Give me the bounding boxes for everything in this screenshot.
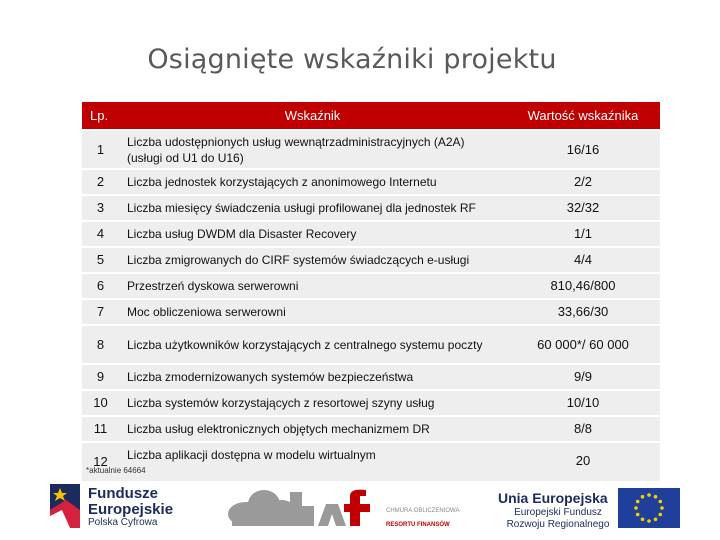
- row-indicator: Liczba użytkowników korzystających z centralnego systemu poczty: [119, 326, 506, 363]
- row-number: 5: [82, 248, 119, 272]
- row-number: 8: [82, 326, 119, 363]
- row-number: 11: [82, 417, 119, 441]
- haf-cloud-logo-icon: [226, 486, 382, 530]
- row-number: 6: [82, 274, 119, 298]
- row-value: 32/32: [506, 196, 660, 220]
- haf-tagline: CHMURA OBLICZENIOWA: [386, 508, 460, 514]
- row-value: 810,46/800: [506, 274, 660, 298]
- ue-subtitle: [504, 507, 612, 531]
- row-value: 8/8: [506, 417, 660, 441]
- row-value: 16/16: [506, 131, 660, 168]
- row-indicator: Liczba udostępnionych usług wewnątrzadministracyjnych (A2A) (usługi od U1 do U16): [119, 131, 506, 168]
- row-indicator: Liczba usług DWDM dla Disaster Recovery: [119, 222, 506, 246]
- fe-title-line2: Europejskie: [88, 501, 174, 518]
- table-row: [82, 300, 660, 324]
- header-indicator: Wskaźnik: [119, 102, 506, 129]
- row-number: 10: [82, 391, 119, 415]
- row-number: 1: [82, 131, 119, 168]
- row-number: 2: [82, 170, 119, 194]
- row-indicator: Liczba miesięcy świadczenia usługi profilowanej dla jednostek RF: [119, 196, 506, 220]
- fe-title: [88, 486, 173, 518]
- row-number: 7: [82, 300, 119, 324]
- row-value: 60 000*/ 60 000: [506, 326, 660, 363]
- table-header-row: [82, 102, 660, 129]
- page-title: Osiągnięte wskaźniki projektu: [147, 44, 557, 75]
- table-row: [82, 196, 660, 220]
- row-indicator: Liczba systemów korzystających z resortowej szyny usług: [119, 391, 506, 415]
- ue-subtitle-line1: Europejski Fundusz: [514, 507, 602, 518]
- header-lp: Lp.: [82, 102, 119, 129]
- table-row: [82, 326, 660, 363]
- indicators-table: [82, 100, 660, 483]
- table-row: [82, 170, 660, 194]
- table-row: [82, 131, 660, 168]
- row-indicator: Liczba usług elektronicznych objętych mechanizmem DR: [119, 417, 506, 441]
- footnote: *aktualnie 64664: [86, 466, 146, 475]
- row-indicator: Moc obliczeniowa serwerowni: [119, 300, 506, 324]
- row-value: 20: [506, 443, 660, 481]
- row-indicator: Przestrzeń dyskowa serwerowni: [119, 274, 506, 298]
- eu-flag-icon: [618, 488, 680, 528]
- row-indicator: Liczba zmigrowanych do CIRF systemów świadczących e-usługi: [119, 248, 506, 272]
- ue-subtitle-line2: Rozwoju Regionalnego: [506, 519, 610, 530]
- table-row: [82, 417, 660, 441]
- row-indicator: Liczba jednostek korzystających z anonimowego Internetu: [119, 170, 506, 194]
- table-row: [82, 443, 660, 481]
- row-number: 3: [82, 196, 119, 220]
- row-value: 10/10: [506, 391, 660, 415]
- row-value: 4/4: [506, 248, 660, 272]
- table-row: [82, 274, 660, 298]
- haf-tagline-red: RESORTU FINANSÓW: [386, 522, 450, 528]
- row-number: 12: [82, 443, 119, 481]
- fe-title-line1: Fundusze: [88, 485, 158, 502]
- row-value: 33,66/30: [506, 300, 660, 324]
- row-indicator: Liczba zmodernizowanych systemów bezpieczeństwa: [119, 365, 506, 389]
- table-row: [82, 391, 660, 415]
- row-value: 9/9: [506, 365, 660, 389]
- table-row: [82, 365, 660, 389]
- row-indicator: Liczba aplikacji dostępna w modelu wirtualnym: [119, 443, 506, 481]
- ue-title: Unia Europejska: [498, 490, 608, 506]
- table-row: [82, 248, 660, 272]
- fe-subtitle: Polska Cyfrowa: [88, 517, 158, 528]
- row-value: 2/2: [506, 170, 660, 194]
- fundusze-europejskie-logo-icon: [46, 480, 84, 532]
- row-number: 9: [82, 365, 119, 389]
- header-value: Wartość wskaźnika: [506, 102, 660, 129]
- row-value: 1/1: [506, 222, 660, 246]
- row-number: 4: [82, 222, 119, 246]
- table-row: [82, 222, 660, 246]
